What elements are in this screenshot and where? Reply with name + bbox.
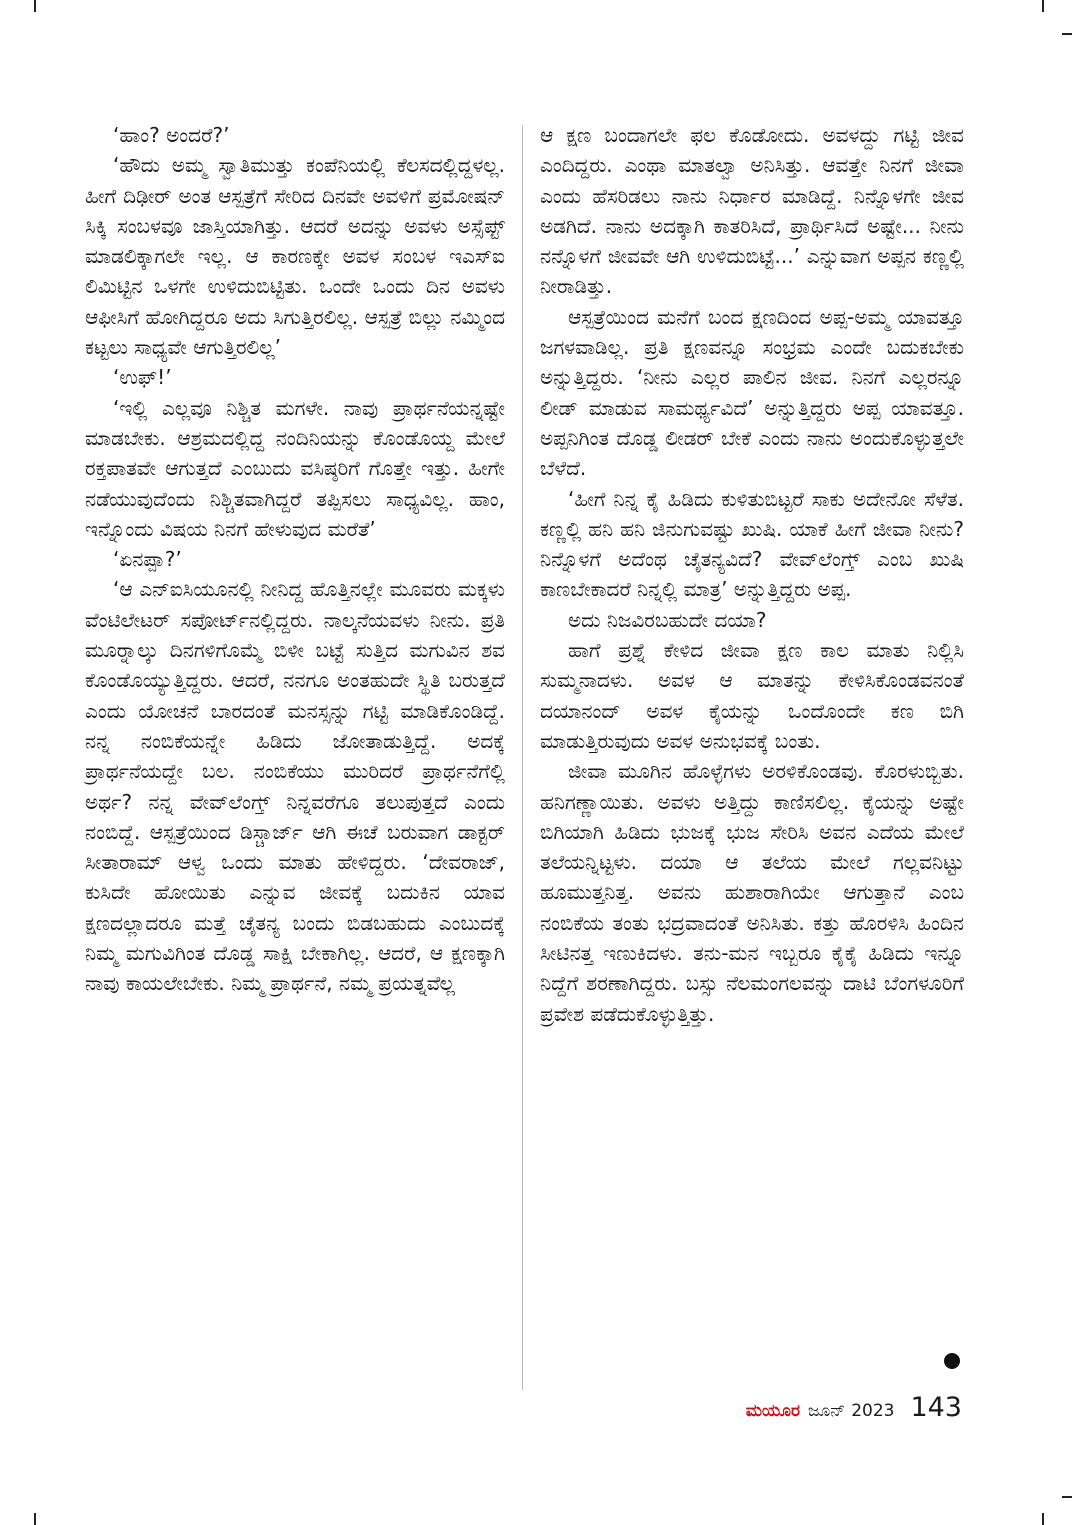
- paragraph: ಜೀವಾ ಮೂಗಿನ ಹೊಳ್ಳೆಗಳು ಅರಳಿಕೊಂಡವು. ಕೊರಳುಬ್ಬಿತು. ಹನಿಗಣ್ಣಾಯಿತು. ಅವಳು ಅತ್ತಿದ್ದು ಕಾಣಿಸಲಿಲ್ಲ. ಕೈಯನ್ನು ಅಷ್ಟೇ ಬಿಗಿಯಾಗಿ ಹಿಡಿದು ಭುಜಕ್ಕೆ ಭುಜ ಸೇರಿಸಿ ಅವನ ಎದೆಯ ಮೇಲೆ ತಲೆಯನ್ನಿಟ್ಟಳು. ದಯಾ ಆ ತಲೆಯ ಮೇಲೆ ಗಲ್ಲವನಿಟ್ಟು ಹೂಮುತ್ತನಿತ್ತ. ಅವನು ಹುಶಾರಾಗಿಯೇ ಆಗುತ್ತಾನೆ ಎಂಬ ನಂಬಿಕೆಯ ತಂತು ಭದ್ರವಾದಂತೆ ಅನಿಸಿತು. ಕತ್ತು ಹೊರಳಿಸಿ ಹಿಂದಿನ ಸೀಟಿನತ್ತ ಇಣುಕಿದಳು. ತನು-ಮನ ಇಬ್ಬರೂ ಕೈಕೈ ಹಿಡಿದು ಇನ್ನೂ ನಿದ್ದೆಗೆ ಶರಣಾಗಿದ್ದರು. ಬಸ್ಸು ನೆಲಮಂಗಲವನ್ನು ದಾಟಿ ಬೆಂಗಳೂರಿಗೆ ಪ್ರವೇಶ ಪಡೆದುಕೊಳ್ಳುತ್ತಿತ್ತು.: [540, 759, 964, 1026]
- page-number: 143: [910, 1392, 962, 1423]
- crop-mark-right-upper: [1062, 33, 1072, 35]
- paragraph: ‘ಹಾಂ? ಅಂದರೆ?’: [113, 123, 230, 147]
- story-end-bullet-icon: [944, 1353, 960, 1369]
- paragraph: ‘ಹೀಗೆ ನಿನ್ನ ಕೈ ಹಿಡಿದು ಕುಳಿತುಬಿಟ್ಟರೆ ಸಾಕು ಅದೇನೋ ಸೆಳೆತ. ಕಣ್ಣಲ್ಲಿ ಹನಿ ಹನಿ ಜಿನುಗುವಷ್ಟು ಖುಷಿ. ಯಾಕೆ ಹೀಗೆ ಜೀವಾ ನೀನು? ನಿನ್ನೊಳಗೆ ಅದೆಂಥ ಚೈತನ್ಯವಿದೆ? ವೇವ್‌ಲೆಂಗ್ತ್ ಎಂಬ ಖುಷಿ ಕಾಣಬೇಕಾದರೆ ನಿನ್ನಲ್ಲಿ ಮಾತ್ರ’ ಅನ್ನುತ್ತಿದ್ದರು ಅಪ್ಪ.: [540, 486, 964, 602]
- right-column: [540, 120, 964, 1029]
- paragraph: ‘ಉಫ್!’: [113, 365, 172, 390]
- crop-mark-bottom-left: [34, 1513, 36, 1525]
- magazine-name: ಮಯೂರ: [745, 1401, 800, 1421]
- crop-mark-top-right: [1042, 0, 1044, 12]
- paragraph-continued: ಆ ಕ್ಷಣ ಬಂದಾಗಲೇ ಫಲ ಕೊಡೋದು. ಅವಳದ್ದು ಗಟ್ಟಿ ಜೀವ ಎಂದಿದ್ದರು. ಎಂಥಾ ಮಾತಲ್ವಾ ಅನಿಸಿತ್ತು. ಆವತ್ತೇ ನಿನಗೆ ಜೀವಾ ಎಂದು ಹೆಸರಿಡಲು ನಾನು ನಿರ್ಧಾರ ಮಾಡಿದ್ದೆ. ನಿನ್ನೊಳಗೇ ಜೀವ ಅಡಗಿದೆ. ನಾನು ಅದಕ್ಕಾಗಿ ಕಾತರಿಸಿದೆ, ಪ್ರಾರ್ಥಿಸಿದೆ ಅಷ್ಟೇ... ನೀನು ನನ್ನೊಳಗೆ ಜೀವವೇ ಆಗಿ ಉಳಿದುಬಿಟ್ಟೆ...’ ಎನ್ನುವಾಗ ಅಪ್ಪನ ಕಣ್ಣಲ್ಲಿ ನೀರಾಡಿತ್ತು.: [540, 123, 964, 299]
- paragraph: ಹಾಗೆ ಪ್ರಶ್ನೆ ಕೇಳಿದ ಜೀವಾ ಕ್ಷಣ ಕಾಲ ಮಾತು ನಿಲ್ಲಿಸಿ ಸುಮ್ಮನಾದಳು. ಅವಳ ಆ ಮಾತನ್ನು ಕೇಳಿಸಿಕೊಂಡವನಂತೆ ದಯಾನಂದ್ ಅವಳ ಕೈಯನ್ನು ಒಂದೊಂದೇ ಕಣ ಬಿಗಿ ಮಾಡುತ್ತಿರುವುದು ಅವಳ ಅನುಭವಕ್ಕೆ ಬಂತು.: [540, 638, 964, 753]
- issue-month: ಜೂನ್: [807, 1401, 846, 1421]
- left-column: [85, 120, 505, 999]
- page-footer: [746, 1392, 962, 1423]
- paragraph: ‘ಇಲ್ಲಿ ಎಲ್ಲವೂ ನಿಶ್ಚಿತ ಮಗಳೇ. ನಾವು ಪ್ರಾರ್ಥನೆಯನ್ನಷ್ಟೇ ಮಾಡಬೇಕು. ಆಶ್ರಮದಲ್ಲಿದ್ದ ನಂದಿನಿಯನ್ನು ಕೊಂಡೊಯ್ದ ಮೇಲೆ ರಕ್ತಪಾತವೇ ಆಗುತ್ತದೆ ಎಂಬುದು ವಸಿಷ್ಠರಿಗೆ ಗೊತ್ತೇ ಇತ್ತು. ಹೀಗೇ ನಡೆಯುವುದೆಂದು ನಿಶ್ಚಿತವಾಗಿದ್ದರೆ ತಪ್ಪಿಸಲು ಸಾಧ್ಯವಿಲ್ಲ. ಹಾಂ, ಇನ್ನೊಂದು ವಿಷಯ ನಿನಗೆ ಹೇಳುವುದ ಮರೆತೆ’: [85, 395, 505, 541]
- paragraph: ಆಸ್ಪತ್ರೆಯಿಂದ ಮನೆಗೆ ಬಂದ ಕ್ಷಣದಿಂದ ಅಪ್ಪ-ಅಮ್ಮ ಯಾವತ್ತೂ ಜಗಳವಾಡಿಲ್ಲ. ಪ್ರತಿ ಕ್ಷಣವನ್ನೂ ಸಂಭ್ರಮ ಎಂದೇ ಬದುಕಬೇಕು ಅನ್ನುತ್ತಿದ್ದರು. ‘ನೀನು ಎಲ್ಲರ ಪಾಲಿನ ಜೀವ. ನಿನಗೆ ಎಲ್ಲರನ್ನೂ ಲೀಡ್ ಮಾಡುವ ಸಾಮರ್ಥ್ಯವಿದೆ’ ಅನ್ನುತ್ತಿದ್ದರು ಅಪ್ಪ ಯಾವತ್ತೂ. ಅಪ್ಪನಿಗಿಂತ ದೊಡ್ಡ ಲೀಡರ್ ಬೇಕೆ ಎಂದು ನಾನು ಅಂದುಕೊಳ್ಳುತ್ತಲೇ ಬೆಳೆದೆ.: [540, 304, 964, 481]
- issue-year: 2023: [851, 1401, 895, 1421]
- paragraph: ಅದು ನಿಜವಿರಬಹುದೇ ದಯಾ?: [568, 607, 767, 632]
- crop-mark-bottom-right: [1042, 1513, 1044, 1525]
- crop-mark-top-left: [34, 0, 36, 12]
- column-divider: [522, 125, 523, 1390]
- paragraph: ‘ಆ ಎನ್‌ಐಸಿಯೂನಲ್ಲಿ ನೀನಿದ್ದ ಹೊತ್ತಿನಲ್ಲೇ ಮೂವರು ಮಕ್ಕಳು ವೆಂಟಿಲೇಟರ್ ಸಪೋರ್ಟ್‌ನಲ್ಲಿದ್ದರು. ನಾಲ್ಕನೆಯವಳು ನೀನು. ಪ್ರತಿ ಮೂರ್‍ನಾಲ್ಕು ದಿನಗಳಿಗೊಮ್ಮೆ ಬಿಳೀ ಬಟ್ಟೆ ಸುತ್ತಿದ ಮಗುವಿನ ಶವ ಕೊಂಡೊಯ್ಯುತ್ತಿದ್ದರು. ಆದರೆ, ನನಗೂ ಅಂತಹುದೇ ಸ್ಥಿತಿ ಬರುತ್ತದೆ ಎಂದು ಯೋಚನೆ ಬಾರದಂತೆ ಮನಸ್ಸನ್ನು ಗಟ್ಟಿ ಮಾಡಿಕೊಂಡಿದ್ದೆ. ನನ್ನ ನಂಬಿಕೆಯನ್ನೇ ಹಿಡಿದು ಜೋತಾಡುತ್ತಿದ್ದೆ. ಅದಕ್ಕೆ ಪ್ರಾರ್ಥನೆಯದ್ದೇ ಬಲ. ನಂಬಿಕೆಯು ಮುರಿದರೆ ಪ್ರಾರ್ಥನೆಗೆಲ್ಲಿ ಅರ್ಥ? ನನ್ನ ವೇವ್‌ಲೆಂಗ್ತ್ ನಿನ್ನವರೆಗೂ ತಲುಪುತ್ತದೆ ಎಂದು ನಂಬಿದ್ದೆ. ಆಸ್ಪತ್ರೆಯಿಂದ ಡಿಸ್ಚಾರ್ಜ್ ಆಗಿ ಈಚೆ ಬರುವಾಗ ಡಾಕ್ಟರ್ ಸೀತಾರಾಮ್ ಆಳ್ವ ಒಂದು ಮಾತು ಹೇಳಿದ್ದರು. ‘ದೇವರಾಜ್, ಕುಸಿದೇ ಹೋಯಿತು ಎನ್ನುವ ಜೀವಕ್ಕೆ ಬದುಕಿನ ಯಾವ ಕ್ಷಣದಲ್ಲಾದರೂ ಮತ್ತೆ ಚೈತನ್ಯ ಬಂದು ಬಿಡಬಹುದು ಎಂಬುದಕ್ಕೆ ನಿಮ್ಮ ಮಗುವಿಗಿಂತ ದೊಡ್ಡ ಸಾಕ್ಷಿ ಬೇಕಾಗಿಲ್ಲ. ಆದರೆ, ಆ ಕ್ಷಣಕ್ಕಾಗಿ ನಾವು ಕಾಯಲೇಬೇಕು. ನಿಮ್ಮ ಪ್ರಾರ್ಥನೆ, ನಮ್ಮ ಪ್ರಯತ್ನವೆಲ್ಲ: [85, 577, 505, 996]
- paragraph: ‘ಹೌದು ಅಮ್ಮ ಸ್ವಾತಿಮುತ್ತು ಕಂಪೆನಿಯಲ್ಲಿ ಕೆಲಸದಲ್ಲಿದ್ದಳಲ್ಲ. ಹೀಗೆ ದಿಢೀರ್ ಅಂತ ಆಸ್ಪತ್ರೆಗೆ ಸೇರಿದ ದಿನವೇ ಅವಳಿಗೆ ಪ್ರಮೋಷನ್ ಸಿಕ್ಕಿ ಸಂಬಳವೂ ಜಾಸ್ತಿಯಾಗಿತ್ತು. ಆದರೆ ಅದನ್ನು ಅವಳು ಅಸ್ಸೆಪ್ಟ್ ಮಾಡಲಿಕ್ಕಾಗಲೇ ಇಲ್ಲ. ಆ ಕಾರಣಕ್ಕೇ ಅವಳ ಸಂಬಳ ಇಎಸ್‌ಐ ಲಿಮಿಟ್ಟಿನ ಒಳಗೇ ಉಳಿದುಬಿಟ್ಟಿತು. ಒಂದೇ ಒಂದು ದಿನ ಅವಳು ಆಫೀಸಿಗೆ ಹೋಗಿದ್ದರೂ ಅದು ಸಿಗುತ್ತಿರಲಿಲ್ಲ. ಆಸ್ಪತ್ರೆ ಬಿಲ್ಲು ನಮ್ಮಿಂದ ಕಟ್ಟಲು ಸಾಧ್ಯವೇ ಆಗುತ್ತಿರಲಿಲ್ಲ’: [85, 153, 505, 360]
- paragraph: ‘ಏನಪ್ಪಾ?’: [113, 547, 182, 572]
- crop-mark-right-lower: [1062, 1496, 1072, 1498]
